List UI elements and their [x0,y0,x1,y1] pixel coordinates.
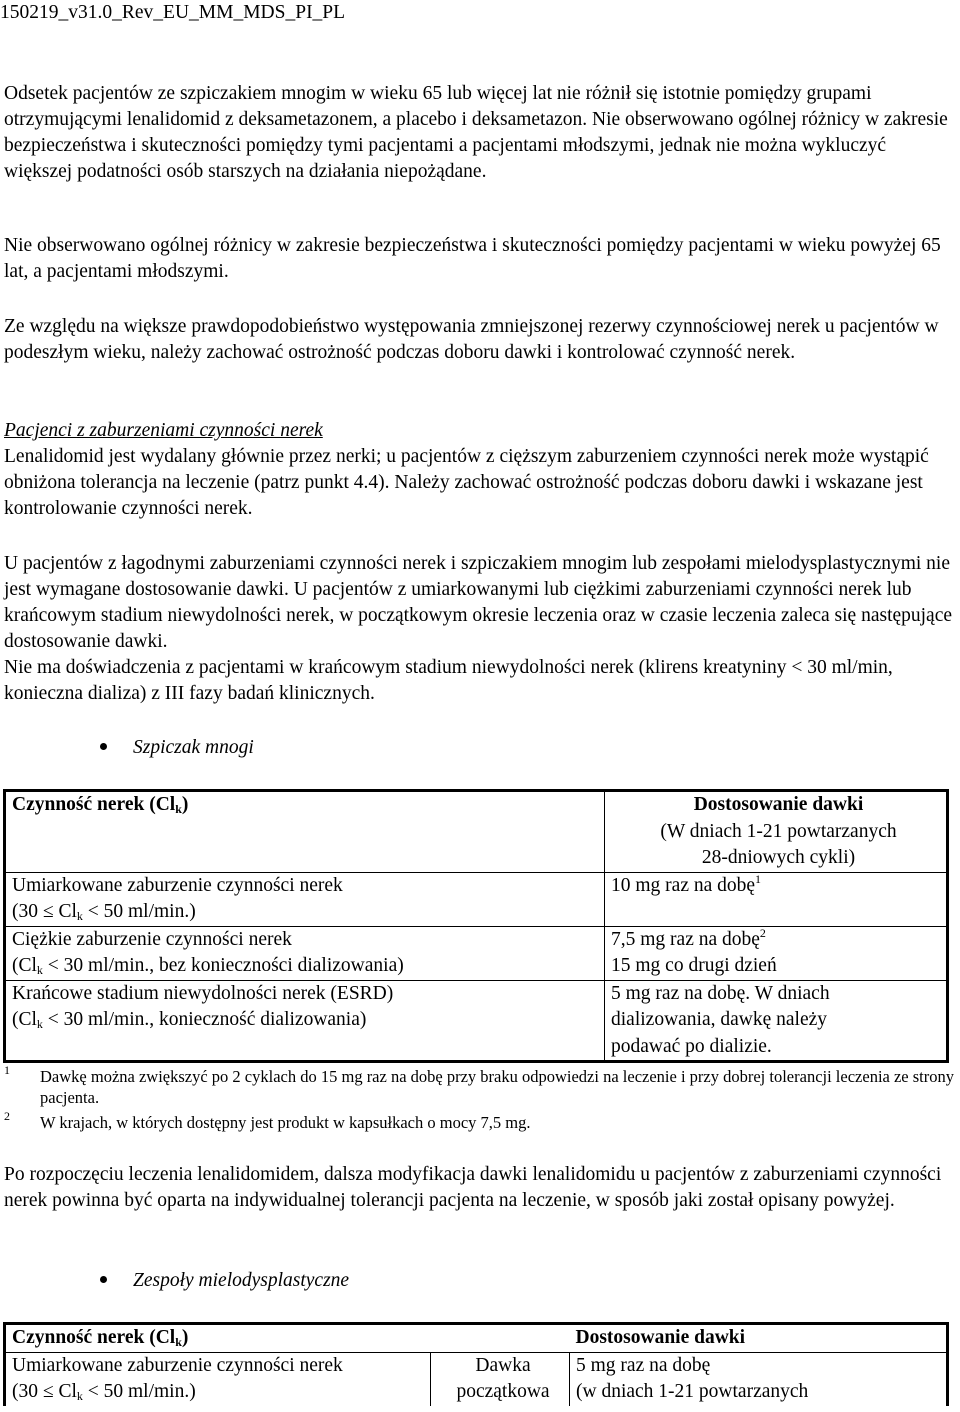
dose-phase-label: Dawka początkowa [431,1352,570,1406]
table-row [5,980,948,1062]
footnote-1 [4,1063,958,1108]
footnote-text: Dawkę można zwiększyć po 2 cyklach do 15 mg raz na dobę przy braku odpowiedzi na leczenie i przy dobrej tolerancji leczenia ze strony pacjenta. [40,1067,954,1107]
table-row [5,1352,948,1406]
dose-severe: 7,5 mg raz na dobę$^2$ 15 mg co drugi dzień [605,926,948,980]
paragraph-further-modification: Po rozpoczęciu leczenia lenalidomidem, dalsza modyfikacja dawki lenalidomidu u pacjentów z zaburzeniami czynności nerek powinna być oparta na indywidualnej tolerancji pacjenta na leczenie, w sposób jaki został opisany powyżej. [4,1164,942,1211]
table-header-row [5,1324,948,1353]
bullet-label: Szpiczak mnogi [133,737,254,758]
bullet-mds [100,1268,349,1294]
header-dose-adjustment: Dostosowanie dawki [575,1327,746,1348]
header-renal-function: Czynność nerek $(Cl_k)$ [5,791,605,873]
section-heading-renal: Pacjenci z zaburzeniami czynności nerek [4,420,323,441]
paragraph-renal-reserve: Ze względu na większe prawdopodobieństwo występowania zmniejszonej rezerwy czynnościowej nerek u pacjentów w podeszłym wieku, należy zachować ostrożność podczas doboru dawki i kontrolować czynność nerek. [4,316,939,363]
document-id-header: 150219_v31.0_Rev_EU_MM_MDS_PI_PL [0,2,346,23]
dose-moderate: 5 mg raz na dobę (w dniach 1-21 powtarzanych [570,1352,948,1406]
footnote-text: W krajach, w których dostępny jest produkt w kapsułkach o mocy 7,5 mg. [40,1113,531,1132]
header-renal-function: Czynność nerek $(Cl_k)$ [12,1327,189,1349]
bullet-dot-icon [100,743,107,750]
row-esrd: Krańcowe stadium niewydolności nerek (ESRD) ($Cl_k < 30$ ml/min., konieczność dializowania) [5,980,605,1062]
bullet-label: Zespoły mielodysplastyczne [133,1270,350,1291]
paragraph-esrd-experience: Nie ma doświadczenia z pacjentami w krańcowym stadium niewydolności nerek (klirens kreatyniny < 30 ml/min, konieczna dializa) z III fazy badań klinicznych. [4,657,893,704]
header-dose-adjustment: Dostosowanie dawki (W dniach 1-21 powtarzanych 28-dniowych cykli) [660,794,897,868]
footnote-number: 2 [4,1109,10,1123]
mds-dose-table [3,1322,949,1406]
dose-moderate: 10 mg raz na dobę$^1$ [605,872,948,926]
bullet-multiple-myeloma [100,735,254,761]
row-moderate-impairment: Umiarkowane zaburzenie czynności nerek ($30 \le Cl_k < 50$ ml/min.) [5,1352,431,1406]
paragraph-elderly-mm: Odsetek pacjentów ze szpiczakiem mnogim w wieku 65 lub więcej lat nie różnił się istotnie pomiędzy grupami otrzymującymi lenalidomid z deksametazonem, a placebo i deksametazon. Nie obserwowano ogólnej różnicy w zakresie bezpieczeństwa i skuteczności pomiędzy tymi pacjentami a pacjentami młodszymi, jednak nie można wykluczyć większej podatności osób starszych na działania niepożądane. [4,83,948,182]
footnote-number: 1 [4,1063,10,1077]
row-moderate-impairment: Umiarkowane zaburzenie czynności nerek ($30 \le Cl_k < 50$ ml/min.) [5,872,605,926]
table-row [5,926,948,980]
dose-esrd: 5 mg raz na dobę. W dniach dializowania, dawkę należy podawać po dializie. [605,980,948,1062]
bullet-dot-icon [100,1276,107,1283]
row-severe-impairment: Ciężkie zaburzenie czynności nerek ($Cl_k < 30$ ml/min., bez konieczności dializowania) [5,926,605,980]
paragraph-dose-adjustment: U pacjentów z łagodnymi zaburzeniami czynności nerek i szpiczakiem mnogim lub zespołami mielodysplastycznymi nie jest wymagane dostosowanie dawki. U pacjentów z umiarkowanymi lub ciężkimi zaburzeniami czynności nerek lub krańcowym stadium niewydolności nerek, w początkowym okresie leczenia oraz w czasie leczenia zaleca się następujące dostosowanie dawki. [4,553,953,652]
table-header-row [5,791,948,873]
header-spacer [431,1324,570,1353]
section-renal-impairment [4,418,958,522]
footnote-2 [4,1109,958,1133]
table-row [5,872,948,926]
paragraph-renal-excretion: Lenalidomid jest wydalany głównie przez nerki; u pacjentów z cięższym zaburzeniem czynności nerek może wystąpić obniżona tolerancja na leczenie (patrz punkt 4.4). Należy zachować ostrożność podczas doboru dawki i wskazane jest kontrolowanie czynności nerek. [4,446,929,519]
paragraph-elderly-general: Nie obserwowano ogólnej różnicy w zakresie bezpieczeństwa i skuteczności pomiędzy pacjentami w wieku powyżej 65 lat, a pacjentami młodszymi. [4,235,941,282]
mm-dose-table [3,789,949,1063]
